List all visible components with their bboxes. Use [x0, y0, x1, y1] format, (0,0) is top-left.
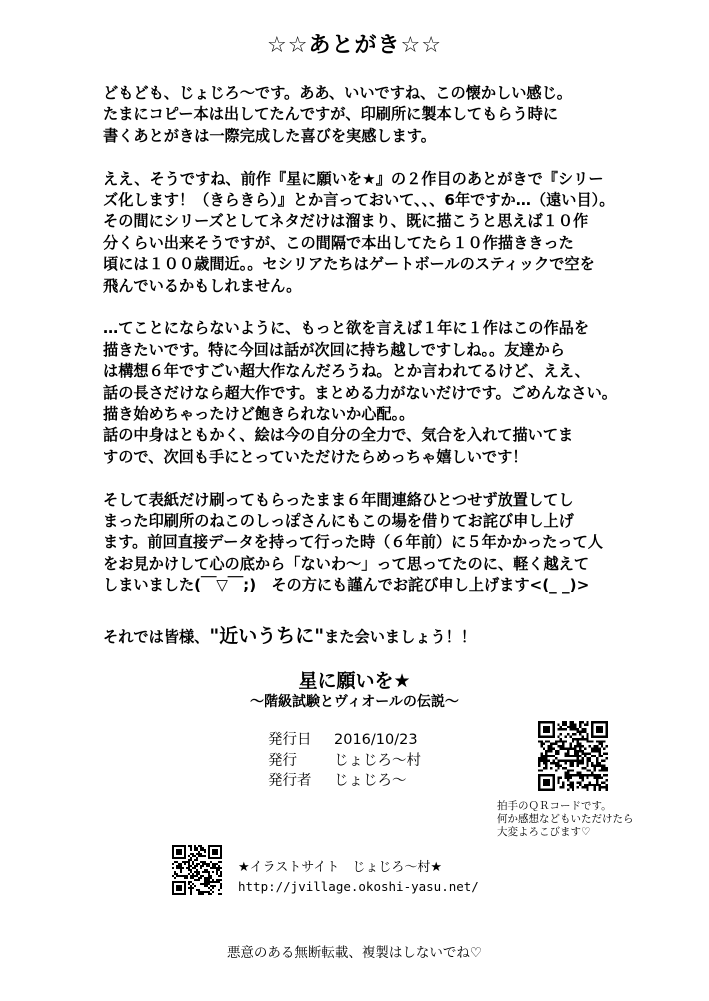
illust-site-info [238, 858, 479, 896]
afterword-heading: ☆☆あとがき☆☆ [267, 33, 442, 58]
colophon-value: じょじろ～村 [334, 752, 421, 769]
copyright-notice: 悪意のある無断転載、複製はしないでね♡ [226, 945, 483, 961]
text-line: ズ化します！（きらきら）』とか言っておいて、、、6年ですか…（遠い目）。 [103, 191, 615, 210]
colophon-key: 発行 [268, 752, 297, 769]
text-line: 書くあとがきは一際完成した喜びを実感します。 [103, 126, 436, 145]
text-line: 飛んでいるかもしれません。 [103, 276, 302, 295]
book-subtitle: ～階級試験とヴィオールの伝説～ [250, 694, 459, 710]
text-line: 描きたいです。特に今回は話が次回に持ち越しですしね。。友達から [103, 340, 565, 359]
colophon-row [268, 730, 421, 751]
qr-caption-line: 大変よろこびます♡ [497, 826, 591, 838]
site-qr-code-icon[interactable] [172, 845, 222, 895]
colophon-value: じょじろ～ [334, 773, 407, 789]
qr-caption-line: 拍手のＱＲコードです。 [497, 800, 612, 812]
text-line: その間にシリーズとしてネタだけは溜まり、既に描こうと思えば１０作 [103, 212, 589, 231]
text-line: 話の中身はともかく、絵は今の自分の全力で、気合を入れて描いてま [103, 426, 574, 445]
colophon-row [268, 771, 421, 792]
text-line: すので、次回も手にとっていただけたらめっちゃ嬉しいです！ [103, 447, 528, 466]
closing-line [103, 621, 476, 648]
text-line: をお見かけして心の底から「ないわ～」って思ってたのに、軽く越えて [103, 554, 589, 573]
paragraph-2 [103, 169, 623, 297]
closing-emphasis: "近いうちに" [209, 625, 325, 647]
text-line: まった印刷所のねこのしっぽさんにもこの場を借りてお詫び申し上げ [103, 512, 574, 531]
site-url-link[interactable]: http://jvillage.okoshi-yasu.net/ [238, 879, 479, 894]
closing-before: それでは皆様、 [103, 628, 210, 646]
text-line: ます。前回直接データを持って行った時（６年前）に５年かかったって人 [103, 533, 603, 552]
colophon-key: 発行日 [268, 732, 312, 748]
text-line: …てことにならないように、もっと欲を言えば１年に１作はこの作品を [103, 319, 589, 338]
text-line: 話の長さだけなら超大作です。まとめる力がないだけです。ごめんなさい。 [103, 383, 617, 402]
text-line: 頃には１００歳間近。。セシリアたちはゲートボールのスティックで空を [103, 255, 595, 274]
colophon [268, 730, 421, 792]
text-line: どもども、じょじろ～です。ああ、いいですね、この懐かしい感じ。 [103, 84, 572, 102]
paragraph-1 [103, 83, 623, 147]
site-label: ★イラストサイト じょじろ～村★ [238, 860, 443, 875]
text-line: ええ、そうですね、前作『星に願いを★』の２作目のあとがきで『シリー [103, 169, 604, 188]
afterword-body [103, 83, 623, 618]
qr-code-icon[interactable] [538, 721, 608, 791]
colophon-key: 発行者 [268, 773, 312, 789]
closing-after: また会いましょう！！ [324, 628, 476, 646]
text-line: そして表紙だけ刷ってもらったまま６年間連絡ひとつせず放置してし [103, 490, 574, 509]
text-line: 描き始めちゃったけど飽きられないか心配。。 [103, 405, 415, 424]
colophon-value: 2016/10/23 [334, 732, 418, 748]
paragraph-3 [103, 318, 623, 468]
paragraph-4 [103, 490, 623, 597]
colophon-row [268, 751, 421, 772]
qr-caption-line: 何か感想などもいただけたら [497, 813, 634, 825]
book-title: 星に願いを★ [298, 670, 411, 692]
text-line: たまにコピー本は出してたんですが、印刷所に製本してもらう時に [103, 105, 559, 124]
qr-caption [497, 800, 634, 839]
text-line: は構想６年ですごい超大作なんだろうね。とか言われてるけど、ええ、 [103, 362, 590, 381]
text-line: 分くらい出来そうですが、この間隔で本出してたら１０作描ききった [103, 233, 574, 252]
text-line: しまいました(￣▽￣;) その方にも謹んでお詫び申し上げます<(_ _)> [103, 576, 590, 595]
